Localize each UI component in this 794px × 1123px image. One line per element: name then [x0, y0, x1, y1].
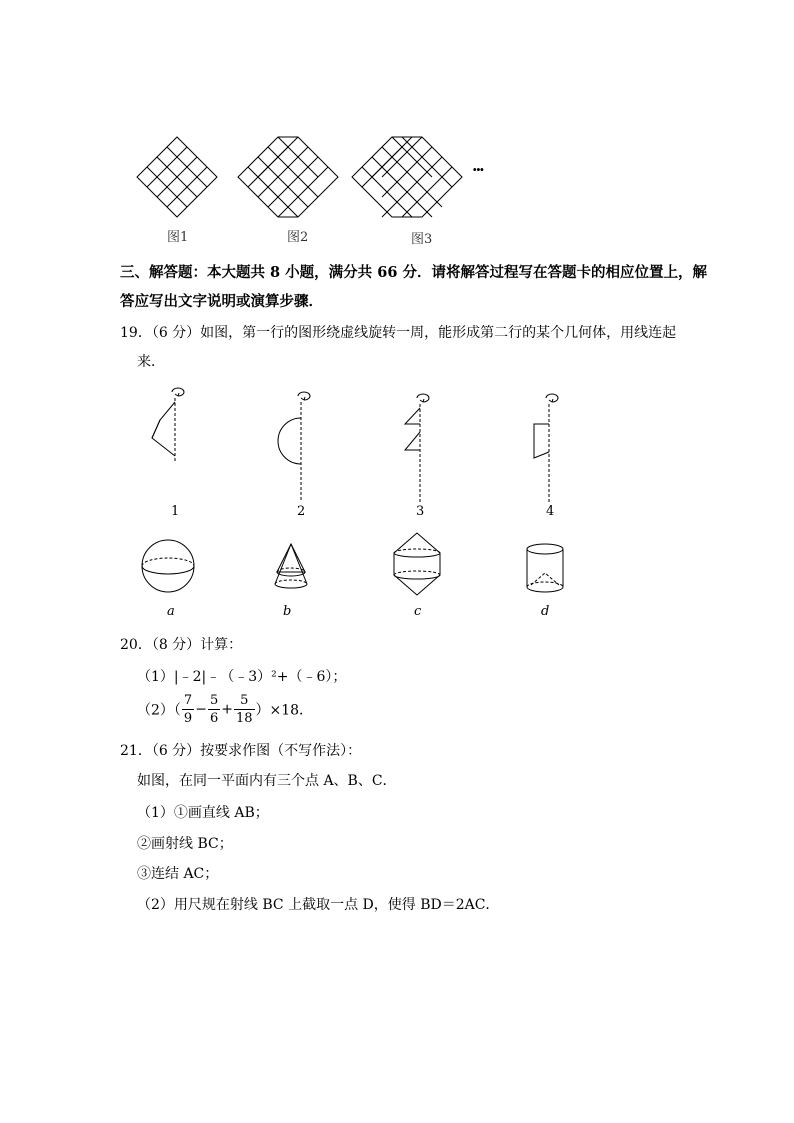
q20-part2 [137, 692, 313, 727]
q21-step4: （2）用尺规在射线 BC 上截取一点 D，使得 BD＝2AC． [137, 897, 500, 913]
grid-figure-2 [238, 137, 338, 217]
q19-label-3: 3 [416, 504, 425, 519]
solid-figure-c [390, 531, 450, 601]
fraction-5-6: $\frac{5}{6}$ [209, 693, 219, 726]
minus-sign: − [195, 701, 207, 718]
plane-figure-3 [395, 392, 435, 522]
q19-label-b: b [283, 604, 292, 619]
q19-label-d: d [541, 604, 550, 619]
figure-caption-3: 图3 [411, 232, 433, 247]
q19-text-line2: 来． [137, 354, 165, 370]
q21-step2: ②画射线 BC； [137, 836, 233, 852]
q21-intro: 如图，在同一平面内有三个点 A、B、C． [137, 773, 397, 789]
q20-part2-prefix: （2）（ [137, 702, 181, 719]
q21-step3: ③连结 AC； [137, 866, 219, 882]
grid-figure-3 [352, 137, 462, 217]
q19-label-c: c [414, 604, 422, 619]
fraction-7-9: $\frac{7}{9}$ [183, 693, 193, 726]
plane-figure-1 [150, 388, 190, 488]
solid-figure-b [271, 542, 321, 602]
figure-caption-1: 图1 [167, 230, 189, 245]
section-heading-line2: 答应写出文字说明或演算步骤． [120, 293, 323, 310]
plane-figure-4 [528, 392, 568, 522]
q19-label-2: 2 [297, 504, 306, 519]
q20-part1: （1）|﹣2|﹣（﹣3）²+（﹣6）； [137, 669, 347, 685]
fraction-5-18: $\frac{5}{18}$ [235, 693, 253, 726]
q19-label-4: 4 [546, 504, 555, 519]
q21-step1: （1）①画直线 AB； [137, 805, 269, 821]
solid-figure-d [525, 543, 575, 603]
grid-figure-1 [137, 137, 217, 217]
q20-part2-suffix: ）×18． [255, 702, 314, 719]
figure-caption-2: 图2 [287, 230, 309, 245]
q19-label-a: a [167, 604, 175, 619]
plus-sign: + [221, 701, 233, 718]
q19-label-1: 1 [171, 504, 180, 519]
section-heading-line1: 三、解答题：本大题共 8 小题，满分共 66 分．请将解答过程写在答题卡的相应位置上，解 [120, 264, 707, 281]
q21-title: 21．（6 分）按要求作图（不写作法）： [120, 743, 362, 759]
plane-figure-2 [276, 390, 316, 520]
q19-text-line1: 19．（6 分）如图，第一行的图形绕虚线旋转一周，能形成第二行的某个几何体，用线连起 [120, 325, 677, 341]
grid-ellipsis: ··· [472, 160, 483, 179]
q20-title: 20．（8 分）计算： [120, 637, 243, 653]
solid-figure-a [140, 539, 200, 599]
